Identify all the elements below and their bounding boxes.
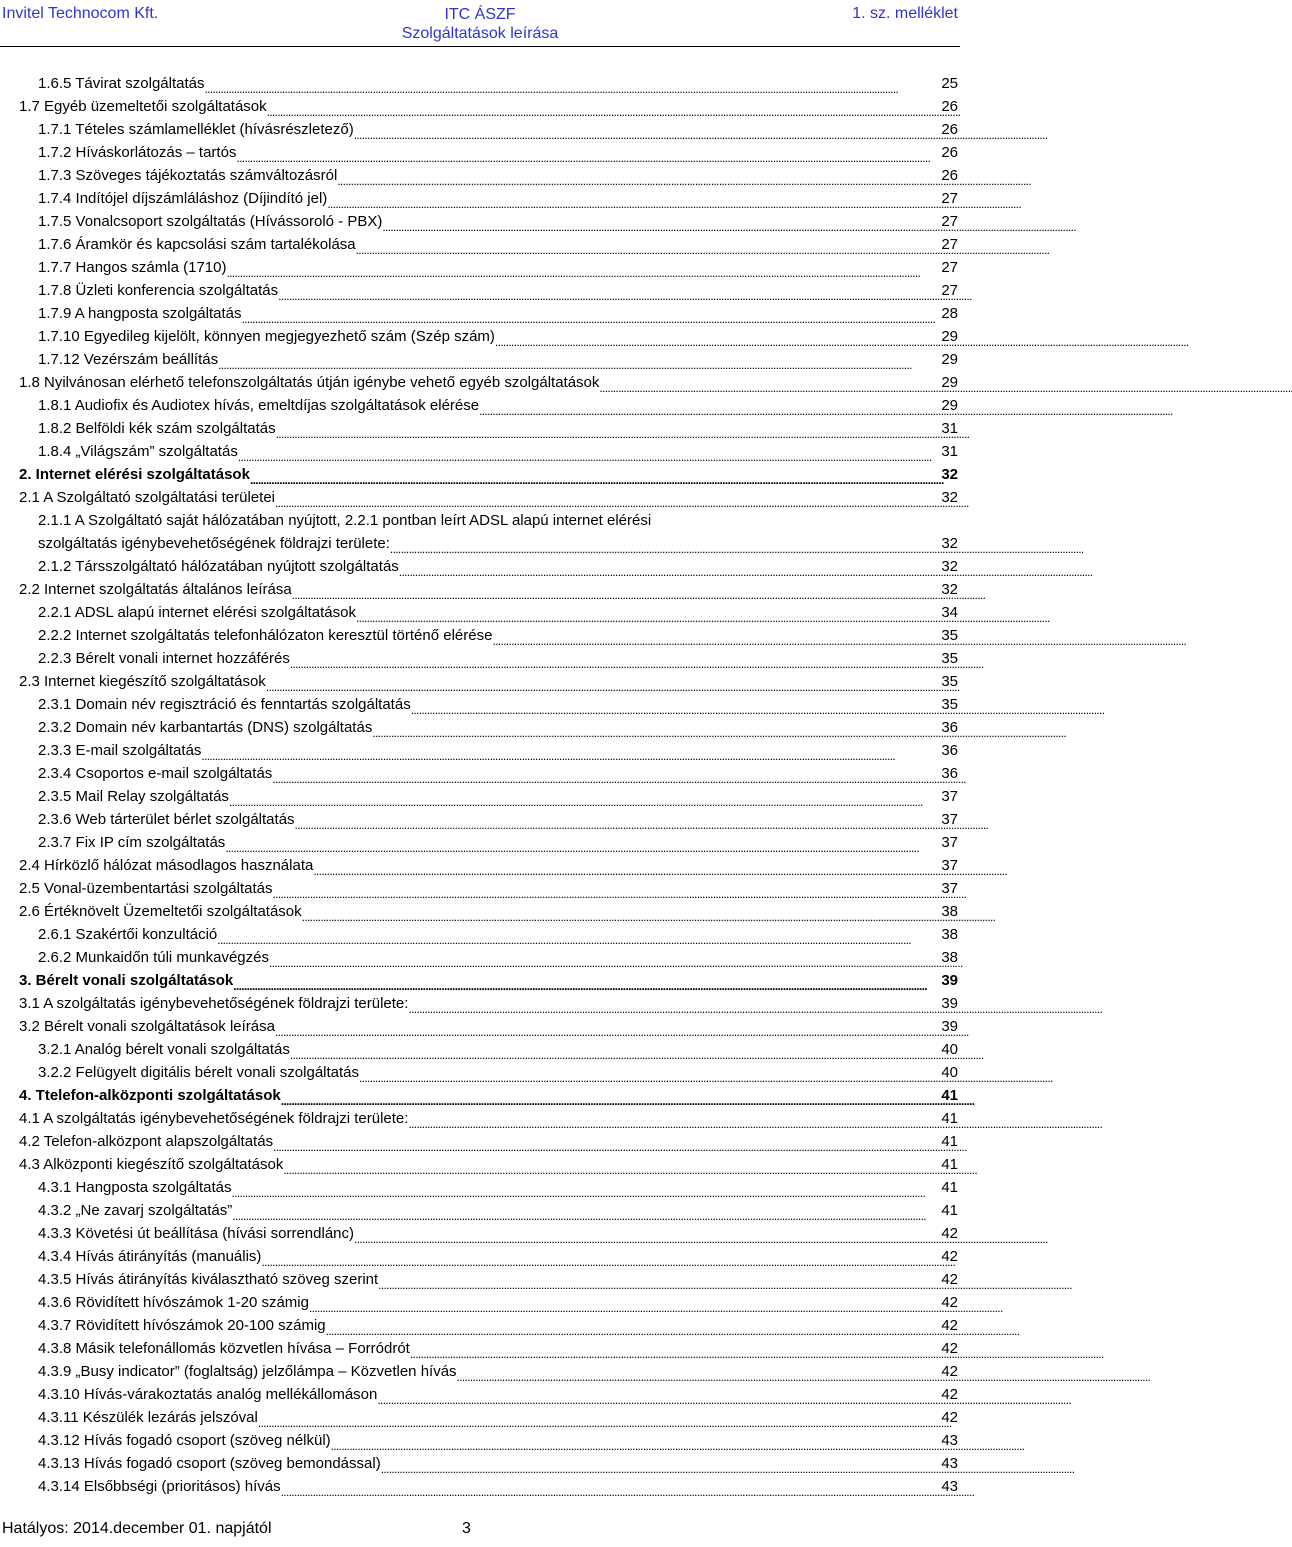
toc-entry-title: 2.5 Vonal-üzembentartási szolgáltatás	[19, 880, 273, 897]
toc-entry[interactable]	[19, 1153, 958, 1176]
toc-page-number: 42	[941, 1225, 958, 1242]
toc-dot-leader	[276, 422, 942, 440]
toc-entry-title: 1.7.9 A hangposta szolgáltatás	[38, 305, 242, 322]
toc-entry[interactable]	[38, 808, 958, 831]
toc-entry-title: 2.3.5 Mail Relay szolgáltatás	[38, 788, 229, 805]
toc-entry-title: 1.7.4 Indítójel díjszámláláshoz (Díjindító jel)	[38, 190, 328, 207]
toc-entry[interactable]	[19, 1015, 958, 1038]
toc-dot-leader	[378, 1273, 941, 1291]
toc-dot-leader	[495, 330, 941, 348]
toc-entry-title: 2.6.2 Munkaidőn túli munkavégzés	[38, 949, 269, 966]
toc-entry-title: 1.7.7 Hangos számla (1710)	[38, 259, 227, 276]
toc-entry-title: 1.7.3 Szöveges tájékoztatás számváltozásról	[38, 167, 338, 184]
toc-dot-leader	[225, 836, 941, 854]
toc-entry-title: 4.3.2 „Ne zavarj szolgáltatás”	[38, 1202, 233, 1219]
toc-entry[interactable]	[38, 1291, 958, 1314]
toc-page-number: 39	[941, 972, 958, 989]
toc-entry-title: 4. Ttelefon-alközponti szolgáltatások	[19, 1087, 281, 1104]
toc-entry[interactable]	[38, 1199, 958, 1222]
toc-dot-leader	[381, 1457, 942, 1475]
toc-entry-title: 2.2.3 Bérelt vonali internet hozzáférés	[38, 650, 290, 667]
toc-page-number: 31	[941, 420, 958, 437]
toc-entry[interactable]	[38, 693, 958, 716]
toc-dot-leader	[275, 491, 941, 509]
toc-dot-leader	[354, 1227, 941, 1245]
toc-entry-title: 1.7.12 Vezérszám beállítás	[38, 351, 219, 368]
toc-page-number: 36	[941, 719, 958, 736]
toc-dot-leader	[411, 698, 942, 716]
toc-dot-leader	[382, 215, 941, 233]
toc-page-number: 42	[941, 1248, 958, 1265]
toc-dot-leader	[302, 905, 942, 923]
toc-page-number: 27	[941, 259, 958, 276]
toc-dot-leader	[204, 77, 941, 95]
footer-page-number: 3	[462, 1520, 471, 1537]
toc-dot-leader	[226, 261, 941, 279]
toc-dot-leader	[258, 1411, 941, 1429]
header-doc-title-block	[0, 5, 960, 43]
toc-entry-title: 2. Internet elérési szolgáltatások	[19, 466, 250, 483]
toc-entry[interactable]	[38, 1337, 958, 1360]
toc-entry[interactable]	[38, 1475, 958, 1498]
header-doc-subtitle: Szolgáltatások leírása	[401, 25, 559, 42]
toc-entry[interactable]	[38, 417, 958, 440]
toc-page-number: 37	[941, 857, 958, 874]
toc-dot-leader	[236, 146, 941, 164]
toc-page-number: 26	[941, 167, 958, 184]
toc-page-number: 26	[941, 144, 958, 161]
toc-dot-leader	[290, 1043, 941, 1061]
toc-entry-title: 1.8.1 Audiofix és Audiotex hívás, emeltdíjas szolgáltatások elérése	[38, 397, 480, 414]
toc-page-number: 40	[941, 1064, 958, 1081]
toc-entry-title: 4.3 Alközponti kiegészítő szolgáltatások	[19, 1156, 284, 1173]
toc-entry-title: 4.3.12 Hívás fogadó csoport (szöveg nélkül)	[38, 1432, 331, 1449]
toc-entry-title: 4.3.14 Elsőbbségi (prioritásos) hívás	[38, 1478, 281, 1495]
toc-dot-leader	[201, 744, 941, 762]
toc-entry[interactable]	[38, 923, 958, 946]
toc-entry[interactable]	[38, 1268, 958, 1291]
toc-dot-leader	[479, 399, 941, 417]
toc-dot-leader	[326, 1319, 942, 1337]
toc-entry-title: 2.3.4 Csoportos e-mail szolgáltatás	[38, 765, 273, 782]
toc-entry-title: 2.3.6 Web tárterület bérlet szolgáltatás	[38, 811, 295, 828]
toc-entry[interactable]	[19, 1107, 958, 1130]
toc-page-number: 35	[941, 696, 958, 713]
toc-page-number: 41	[941, 1202, 958, 1219]
toc-entry[interactable]	[38, 1222, 958, 1245]
toc-entry[interactable]	[38, 946, 958, 969]
toc-page-number: 34	[941, 604, 958, 621]
toc-entry[interactable]	[38, 141, 958, 164]
toc-page-number: 42	[941, 1340, 958, 1357]
toc-entry[interactable]	[19, 371, 958, 394]
toc-entry-title: 4.3.8 Másik telefonállomás közvetlen hívása – Forródrót	[38, 1340, 410, 1357]
header-annex: 1. sz. melléklet	[852, 5, 958, 22]
toc-entry-title: 2.3.3 E-mail szolgáltatás	[38, 742, 202, 759]
toc-entry-title: 1.7 Egyéb üzemeltetői szolgáltatások	[19, 98, 267, 115]
toc-page-number: 27	[941, 282, 958, 299]
toc-page-number: 41	[941, 1179, 958, 1196]
toc-page-number: 43	[941, 1432, 958, 1449]
toc-entry[interactable]	[38, 1314, 958, 1337]
toc-entry[interactable]	[38, 762, 958, 785]
toc-entry[interactable]	[38, 1038, 958, 1061]
toc-page-number: 42	[941, 1271, 958, 1288]
toc-dot-leader	[331, 1434, 942, 1452]
toc-entry[interactable]	[38, 187, 958, 210]
toc-entry[interactable]	[38, 532, 958, 555]
toc-entry-title: 2.3.7 Fix IP cím szolgáltatás	[38, 834, 226, 851]
toc-entry[interactable]	[38, 256, 958, 279]
toc-entry-title: 3.1 A szolgáltatás igénybevehetőségének földrajzi területe:	[19, 995, 409, 1012]
toc-dot-leader	[242, 307, 942, 325]
toc-page-number: 27	[941, 213, 958, 230]
toc-page-number: 37	[941, 880, 958, 897]
toc-entry-title: 2.1 A Szolgáltató szolgáltatási területei	[19, 489, 275, 506]
toc-dot-leader	[337, 169, 941, 187]
toc-entry-title: 1.7.5 Vonalcsoport szolgáltatás (Hívássoroló - PBX)	[38, 213, 383, 230]
toc-entry-title: 4.3.3 Követési út beállítása (hívási sorrendlánc)	[38, 1225, 355, 1242]
toc-entry-title: 1.7.2 Híváskorlátozás – tartós	[38, 144, 237, 161]
toc-page-number: 36	[941, 765, 958, 782]
toc-page-number: 32	[941, 581, 958, 598]
toc-page-number: 41	[941, 1156, 958, 1173]
header-company: Invitel Technocom Kft.	[2, 5, 159, 22]
toc-entry-title: 2.2.2 Internet szolgáltatás telefonhálózaton keresztül történő elérése	[38, 627, 493, 644]
toc-dot-leader	[238, 445, 941, 463]
toc-dot-leader	[232, 1204, 941, 1222]
toc-entry-title: 4.3.13 Hívás fogadó csoport (szöveg bemondással)	[38, 1455, 381, 1472]
toc-page-number: 29	[941, 351, 958, 368]
toc-dot-leader	[359, 1066, 941, 1084]
toc-entry[interactable]	[38, 739, 958, 762]
toc-entry[interactable]	[38, 785, 958, 808]
toc-entry-title: 4.3.9 „Busy indicator” (foglaltság) jelzőlámpa – Közvetlen hívás	[38, 1363, 457, 1380]
toc-entry-title: 2.3 Internet kiegészítő szolgáltatások	[19, 673, 266, 690]
toc-entry-title: 1.7.6 Áramkör és kapcsolási szám tartalékolása	[38, 236, 356, 253]
toc-entry[interactable]	[19, 95, 958, 118]
toc-dot-leader	[283, 1158, 941, 1176]
toc-page-number: 42	[941, 1294, 958, 1311]
toc-entry-title: 2.6.1 Szakértői konzultáció	[38, 926, 218, 943]
toc-page-number: 41	[941, 1087, 958, 1104]
toc-entry-title: 3.2.2 Felügyelt digitális bérelt vonali szolgáltatás	[38, 1064, 360, 1081]
toc-page-number: 41	[941, 1133, 958, 1150]
toc-page-number: 36	[941, 742, 958, 759]
toc-dot-leader	[231, 1181, 941, 1199]
toc-page-number: 37	[941, 788, 958, 805]
toc-dot-leader	[217, 928, 941, 946]
toc-page-number: 35	[941, 650, 958, 667]
toc-entry-title: 1.8 Nyilvánosan elérhető telefonszolgáltatás útján igénybe vehető egyéb szolgáltatások	[19, 374, 600, 391]
toc-dot-leader	[292, 583, 942, 601]
toc-page-number: 27	[941, 236, 958, 253]
toc-page-number: 43	[941, 1455, 958, 1472]
toc-page-number: 39	[941, 995, 958, 1012]
toc-entry-title: 1.8.4 „Világszám” szolgáltatás	[38, 443, 238, 460]
toc-entry-title: 1.6.5 Távirat szolgáltatás	[38, 75, 205, 92]
toc-entry[interactable]	[38, 440, 958, 463]
toc-dot-leader	[281, 1480, 942, 1498]
toc-page-number: 41	[941, 1110, 958, 1127]
toc-entry-title: 4.3.7 Rövidített hívószámok 20-100 számig	[38, 1317, 326, 1334]
toc-entry[interactable]	[38, 72, 958, 95]
toc-entry[interactable]	[38, 555, 958, 578]
toc-page-number: 35	[941, 627, 958, 644]
toc-page-number: 40	[941, 1041, 958, 1058]
toc-page-number: 26	[941, 121, 958, 138]
toc-entry-title: 2.2.1 ADSL alapú internet elérési szolgáltatások	[38, 604, 356, 621]
toc-dot-leader	[266, 675, 942, 693]
toc-entry-title: 1.8.2 Belföldi kék szám szolgáltatás	[38, 420, 276, 437]
toc-entry[interactable]	[38, 716, 958, 739]
toc-entry[interactable]	[19, 900, 958, 923]
header-doc-title: ITC ÁSZF	[444, 6, 516, 23]
toc-dot-leader	[267, 100, 942, 118]
toc-entry[interactable]	[38, 394, 958, 417]
toc-entry[interactable]	[38, 1360, 958, 1383]
toc-page-number: 42	[941, 1409, 958, 1426]
toc-entry[interactable]	[38, 1452, 958, 1475]
toc-entry[interactable]	[19, 1130, 958, 1153]
toc-dot-leader	[372, 721, 941, 739]
toc-page-number: 42	[941, 1317, 958, 1334]
toc-entry[interactable]	[19, 877, 958, 900]
toc-entry[interactable]	[38, 325, 958, 348]
toc-entry[interactable]	[38, 302, 958, 325]
footer-effective-date: Hatályos: 2014.december 01. napjától	[2, 1520, 272, 1537]
toc-entry[interactable]	[38, 601, 958, 624]
toc-dot-leader	[295, 813, 942, 831]
toc-entry[interactable]	[38, 647, 958, 670]
toc-dot-leader	[327, 192, 941, 210]
toc-entry[interactable]	[38, 624, 958, 647]
toc-page-number: 29	[941, 328, 958, 345]
toc-entry[interactable]	[38, 1429, 958, 1452]
toc-dot-leader	[492, 629, 941, 647]
toc-dot-leader	[261, 1250, 941, 1268]
toc-dot-leader	[356, 238, 942, 256]
toc-entry-title: 2.4 Hírközlő hálózat másodlagos használata	[19, 857, 314, 874]
toc-page-number: 35	[941, 673, 958, 690]
toc-entry-title: 3. Bérelt vonali szolgáltatások	[19, 972, 234, 989]
header-divider	[0, 46, 960, 47]
toc-dot-leader	[354, 123, 942, 141]
toc-page-number: 38	[941, 903, 958, 920]
toc-dot-leader	[275, 1020, 941, 1038]
toc-entry[interactable]	[38, 1245, 958, 1268]
toc-page-number: 32	[941, 489, 958, 506]
toc-entry[interactable]	[38, 210, 958, 233]
toc-entry-title: 4.1 A szolgáltatás igénybevehetőségének földrajzi területe:	[19, 1110, 409, 1127]
toc-entry[interactable]	[38, 348, 958, 371]
toc-dot-leader	[272, 882, 941, 900]
toc-entry[interactable]	[19, 854, 958, 877]
toc-page-number: 43	[941, 1478, 958, 1495]
toc-entry[interactable]	[38, 279, 958, 302]
toc-dot-leader	[273, 1135, 941, 1153]
toc-page-number: 29	[941, 374, 958, 391]
toc-entry[interactable]	[19, 670, 958, 693]
toc-entry-title: 1.7.10 Egyedileg kijelölt, könnyen megjegyezhető szám (Szép szám)	[38, 328, 495, 345]
toc-entry[interactable]	[38, 1383, 958, 1406]
toc-dot-leader	[457, 1365, 942, 1383]
toc-dot-leader	[390, 537, 941, 555]
toc-entry[interactable]	[38, 233, 958, 256]
toc-entry-title: 2.6 Értéknövelt Üzemeltetői szolgáltatások	[19, 903, 302, 920]
toc-dot-leader	[399, 560, 942, 578]
toc-dot-leader	[269, 951, 941, 969]
toc-entry-title: 4.3.1 Hangposta szolgáltatás	[38, 1179, 232, 1196]
toc-entry[interactable]	[38, 1176, 958, 1199]
toc-dot-leader	[290, 652, 941, 670]
toc-entry-title: 1.7.1 Tételes számlamelléklet (hívásrészletező)	[38, 121, 354, 138]
toc-dot-leader	[599, 376, 941, 394]
toc-page-number: 31	[941, 443, 958, 460]
toc-dot-leader	[309, 1296, 941, 1314]
toc-dot-leader	[377, 1388, 941, 1406]
toc-entry[interactable]	[38, 164, 958, 187]
toc-entry-title: 4.3.6 Rövidített hívószámok 1-20 számig	[38, 1294, 309, 1311]
toc-entry-title: 2.1.2 Társszolgáltató hálózatában nyújtott szolgáltatás	[38, 558, 399, 575]
toc-entry-title: 4.3.5 Hívás átirányítás kiválasztható szöveg szerint	[38, 1271, 379, 1288]
toc-entry[interactable]	[38, 831, 958, 854]
toc-page-number: 32	[941, 558, 958, 575]
toc-dot-leader	[281, 1089, 942, 1107]
toc-page-number: 38	[941, 926, 958, 943]
toc-entry[interactable]	[19, 992, 958, 1015]
toc-dot-leader	[229, 790, 941, 808]
toc-page-number: 27	[941, 190, 958, 207]
toc-entry-title: 3.2 Bérelt vonali szolgáltatások leírása	[19, 1018, 275, 1035]
toc-page-number: 29	[941, 397, 958, 414]
toc-page-number: 32	[941, 466, 958, 483]
toc-entry-title: 2.2 Internet szolgáltatás általános leírása	[19, 581, 292, 598]
toc-page-number: 42	[941, 1363, 958, 1380]
toc-entry-title: 2.3.2 Domain név karbantartás (DNS) szolgáltatás	[38, 719, 373, 736]
toc-entry-title: 4.3.10 Hívás-várakoztatás analóg mellékállomáson	[38, 1386, 378, 1403]
toc-page-number: 25	[941, 75, 958, 92]
toc-dot-leader	[408, 997, 941, 1015]
toc-dot-leader	[250, 468, 941, 486]
toc-entry[interactable]	[19, 578, 958, 601]
toc-entry-title: szolgáltatás igénybevehetőségének földrajzi területe:	[38, 535, 390, 552]
toc-dot-leader	[410, 1342, 941, 1360]
toc-page-number: 39	[941, 1018, 958, 1035]
toc-entry-title: 4.3.11 Készülék lezárás jelszóval	[38, 1409, 258, 1426]
toc-entry[interactable]	[38, 1061, 958, 1084]
toc-entry-title: 4.3.4 Hívás átirányítás (manuális)	[38, 1248, 262, 1265]
toc-dot-leader	[408, 1112, 941, 1130]
toc-dot-leader	[313, 859, 941, 877]
toc-entry-title: 3.2.1 Analóg bérelt vonali szolgáltatás	[38, 1041, 290, 1058]
toc-entry-title: 2.3.1 Domain név regisztráció és fenntartás szolgáltatás	[38, 696, 411, 713]
toc-page-number: 28	[941, 305, 958, 322]
toc-entry[interactable]	[19, 486, 958, 509]
toc-dot-leader	[272, 767, 941, 785]
toc-dot-leader	[356, 606, 941, 624]
toc-page-number: 42	[941, 1386, 958, 1403]
toc-page-number: 32	[941, 535, 958, 552]
toc-entry-title: 1.7.8 Üzleti konferencia szolgáltatás	[38, 282, 279, 299]
toc-entry-text-line1[interactable]: 2.1.1 A Szolgáltató saját hálózatában nyújtott, 2.2.1 pontban leírt ADSL alapú internet elérési	[38, 512, 652, 529]
toc-entry[interactable]	[38, 118, 958, 141]
toc-dot-leader	[218, 353, 941, 371]
toc-page-number: 26	[941, 98, 958, 115]
toc-entry[interactable]	[19, 969, 958, 992]
toc-entry-title: 4.2 Telefon-alközpont alapszolgáltatás	[19, 1133, 274, 1150]
toc-page-number: 37	[941, 834, 958, 851]
toc-entry[interactable]	[38, 1406, 958, 1429]
toc-page-number: 38	[941, 949, 958, 966]
toc-page-number: 37	[941, 811, 958, 828]
toc-entry[interactable]	[19, 463, 958, 486]
toc-dot-leader	[278, 284, 941, 302]
toc-dot-leader	[233, 974, 941, 992]
toc-entry[interactable]	[19, 1084, 958, 1107]
